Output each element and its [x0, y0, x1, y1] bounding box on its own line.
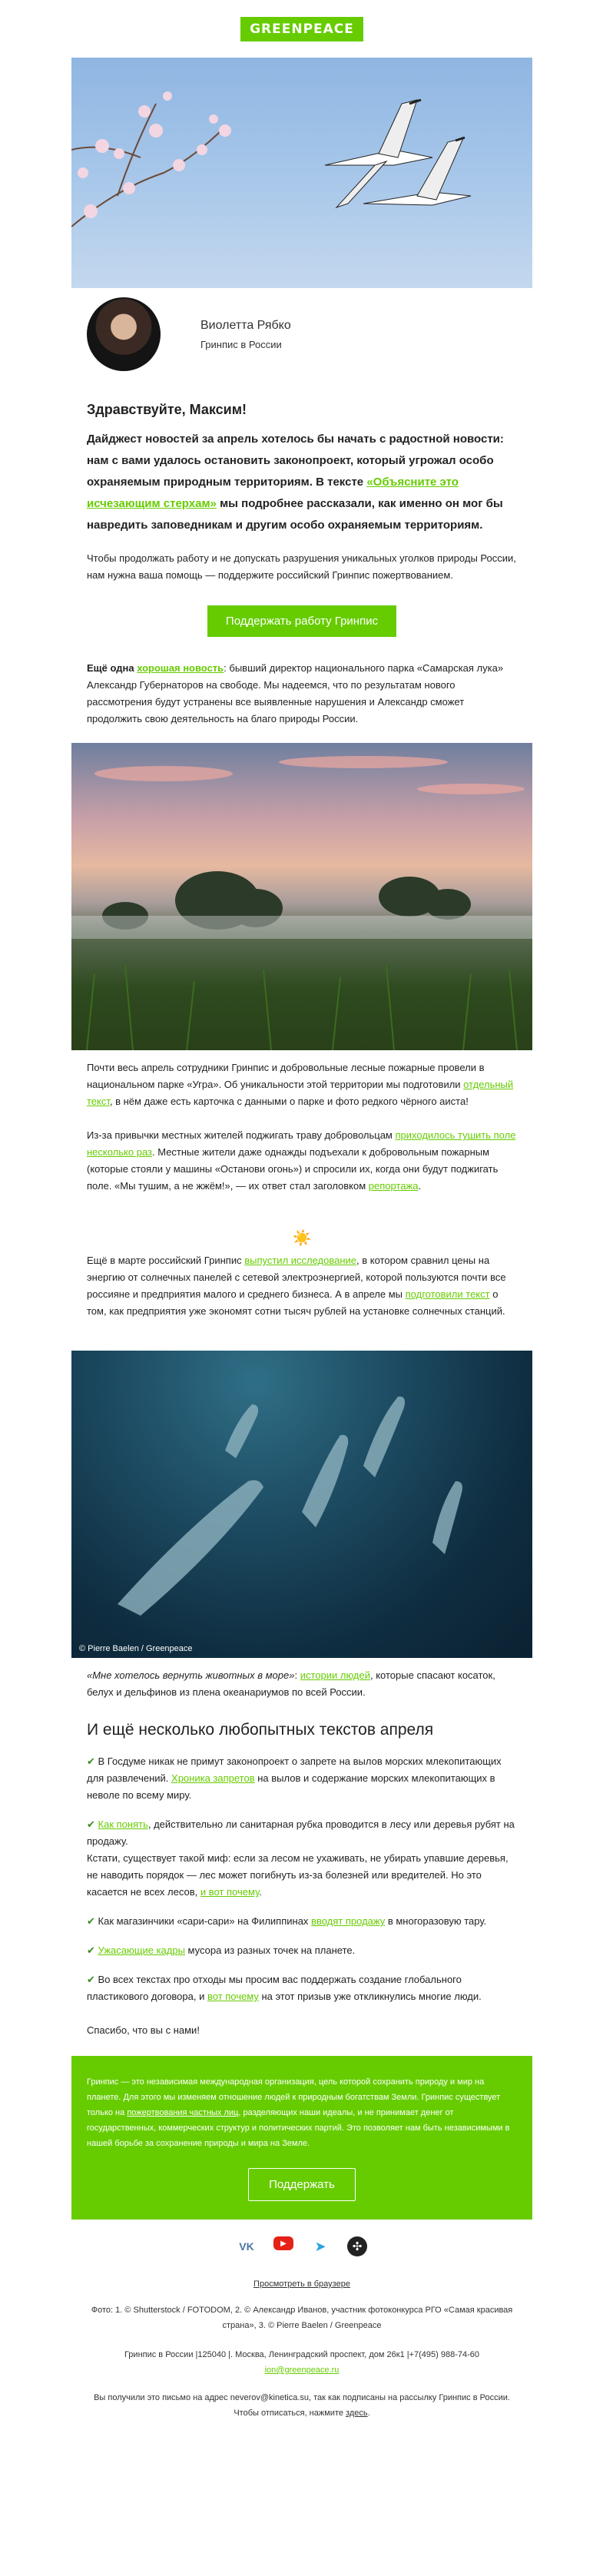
check-icon: ✔ [87, 1755, 95, 1767]
ugra2-text-1: Из-за привычки местных жителей поджигать траву добровольцам [87, 1129, 396, 1141]
lead-link-cranes[interactable]: «Объясните это исчезающим стерхам» [87, 476, 459, 510]
unsubscribe-link[interactable]: здесь [346, 2409, 368, 2418]
check-icon: ✔ [87, 1944, 95, 1956]
lead-paragraph [87, 429, 517, 536]
check-text: мусора из разных точек на планете. [184, 1944, 356, 1956]
check-text: на этот призыв уже откликнулись многие люди. [258, 1991, 482, 2002]
lead-text-1: Дайджест новостей за апрель хотелось бы начать с радостной новости: нам с вами удалось остановить законопроект, который угрожал особо охраняемым природным территориям. В тексте [87, 433, 504, 489]
mission-text-1: Гринпис — это независимая международная организация, цель которой сохранить природу и мир на планете. Для этого мы изменяем отношение людей к природным богатствам Земли. Гринпис существует только на [87, 2077, 501, 2117]
author-avatar [87, 297, 161, 371]
email-wrap [71, 2362, 532, 2378]
author-block [71, 288, 532, 380]
vk-icon[interactable]: VK [239, 2240, 254, 2253]
check-item [87, 1971, 517, 2005]
ugra-text-1: Почти весь апрель сотрудники Гринпис и добровольные лесные пожарные провели в национальном парке «Угра». Об уникальности этой территории мы подготовили [87, 1062, 485, 1090]
lead-text-2: мы подробнее рассказали, как именно он мог бы навредить заповедникам и другим особо охраняемым территориям. [87, 497, 503, 532]
meadow-illustration [71, 743, 532, 1050]
hero-image [71, 58, 532, 288]
solar-paragraph [87, 1252, 517, 1320]
check-item [87, 1942, 517, 1959]
thanks-text: Спасибо, что вы с нами! [87, 2024, 200, 2036]
unsub-text-2: Чтобы отписаться, нажмите [234, 2409, 346, 2418]
browser-view [71, 2276, 532, 2292]
dzen-icon[interactable]: ✣ [347, 2236, 367, 2256]
ugra-text-2: , в нём даже есть карточка с данными о парке и фото редкого чёрного аиста! [109, 1096, 469, 1107]
contact-email-link[interactable]: ion@greenpeace.ru [264, 2365, 340, 2375]
people-stories-link[interactable]: истории людей [300, 1669, 370, 1681]
news-bold: Ещё одна [87, 662, 137, 674]
report-link[interactable]: репортажа [368, 1180, 419, 1192]
extinguish-field-link[interactable]: приходилось тушить поле несколько раз [87, 1129, 516, 1158]
email-container [71, 0, 532, 2421]
and-here-why-link[interactable]: и вот почему [200, 1886, 260, 1898]
main-content [71, 402, 532, 728]
belugas-photo [71, 1351, 532, 1658]
check-icon: ✔ [87, 1818, 95, 1830]
social-links [71, 2236, 532, 2256]
mission-text [87, 2074, 517, 2151]
check-icon: ✔ [87, 1974, 95, 1985]
cranes-illustration [71, 58, 532, 288]
news-text: : бывший директор национального парка «Самарская лука» Александр Губернаторов на свободе. Мы надеемся, что по результатам нового рассмотрения будут устранены все выявленные нарушения и Александр сможет продолжить свою деятельность на благо природы России. [87, 662, 504, 724]
ugra-photo [71, 743, 532, 1050]
check-item [87, 1913, 517, 1930]
ugra-paragraph-1 [87, 1059, 517, 1110]
ban-chronicle-link[interactable]: Хроника запретов [171, 1772, 255, 1784]
check-text: Во всех текстах про отходы мы просим вас поддержать создание глобального пластикового договора, и [87, 1974, 462, 2002]
unsubscribe-block [71, 2390, 532, 2421]
check-text: Кстати, существует такой миф: если за лесом не ухаживать, не убирать упавшие деревья, не наводить порядок — лес может погибнуть из-за болезней или вредителей. Но это касается не всех лесов, [87, 1852, 509, 1898]
support-button[interactable]: Поддержать [248, 2168, 356, 2201]
donations-link[interactable]: пожертвования частных лиц [127, 2108, 239, 2117]
greeting: Здравствуйте, Максим! [87, 402, 247, 417]
introduce-sales-link[interactable]: вводят продажу [311, 1915, 386, 1927]
solar-text-1: Ещё в марте российский Гринпис [87, 1255, 245, 1266]
check-item [87, 1816, 517, 1901]
header [71, 0, 532, 58]
check-icon: ✔ [87, 1915, 95, 1927]
photo-sources: Фото: 1. © Shutterstock / FOTODOM, 2. © Александр Иванов, участник фотоконкурса РГО «Самая красивая страна», 3. © Pierre Baelen / Greenpeace [91, 2306, 513, 2330]
author-role: Гринпис в России [200, 338, 282, 350]
check-text: В Госдуме никак не примут законопроект о запрете на вылов морских млекопитающих для развлечений. [87, 1755, 502, 1784]
telegram-icon[interactable]: ➤ [314, 2238, 326, 2254]
sun-icon: ☀️ [292, 1230, 312, 1247]
author-name: Виолетта Рябко [200, 318, 291, 332]
check-text: , действительно ли санитарная рубка проводится в лесу или деревья рубят на продажу. [87, 1818, 515, 1847]
address: Гринпис в России |125040 |. Москва, Ленинградский проспект, дом 26к1 |+7(495) 988-74-60 [124, 2350, 480, 2359]
check-text: на вылов и содержание морских млекопитающих в неволе по всему миру. [87, 1772, 495, 1801]
check-item [87, 1753, 517, 1804]
ugra2-text-2: . Местные жители даже однажды подъехали к добровольным пожарным (которые стояли у машины «Останови огонь») и спросили их, когда они будут поджигать поле. «Мы тушим, а не жжём!», — их ответ стал заголовком [87, 1146, 499, 1192]
ugra-paragraph-2 [87, 1127, 517, 1195]
good-news-link[interactable]: хорошая новость [137, 662, 224, 674]
unsub-text-1: Вы получили это письмо на адрес neverov@kinetica.su, так как подписаны на рассылку Гринпис в России. [94, 2393, 510, 2402]
greenpeace-logo[interactable]: GREENPEACE [240, 17, 363, 41]
intro-paragraph: Чтобы продолжать работу и не допускать разрушения уникальных уголков природы России, нам нужна ваша помощь — поддержите российский Гринпис пожертвованием. [87, 552, 516, 581]
donate-button[interactable]: Поддержать работу Гринпис [207, 605, 396, 637]
unsub-text-3: . [367, 2409, 370, 2418]
check-text: в многоразовую тару. [385, 1915, 487, 1927]
horrifying-footage-link[interactable]: Ужасающие кадры [98, 1944, 185, 1956]
separate-text-link[interactable]: отдельный текст [87, 1079, 514, 1107]
whales-text-1: : [294, 1669, 300, 1681]
photo-credit: © Pierre Baelen / Greenpeace [79, 1644, 193, 1653]
youtube-icon[interactable]: ▶ [273, 2236, 293, 2250]
mission-box [71, 2056, 532, 2220]
check-text: . [259, 1886, 262, 1898]
research-link[interactable]: выпустил исследование [244, 1255, 357, 1266]
whales-quote: «Мне хотелось вернуть животных в море» [87, 1669, 295, 1681]
ugra-content [71, 1059, 532, 1320]
more-texts-title: И ещё несколько любопытных текстов апреля [87, 1721, 434, 1739]
solar-text-2: , в котором сравнил цены на энергию от солнечных панелей с сетевой электроэнергией, которой пользуются почти все россияне и предприятия малого и среднего бизнеса. А в апреле мы [87, 1255, 506, 1300]
here-is-why-link[interactable]: вот почему [207, 1991, 259, 2002]
news-paragraph [87, 660, 517, 728]
mission-text-2: , разделяющих наши идеалы, и не принимает денег от государственных, коммерческих структур и политических партий. Это позволяет нам быть независимыми в нашей борьбе за сохранение природы и мира на Земле. [87, 2108, 510, 2148]
whales-text-2: , которые спасают косаток, белух и дельфинов из плена океанариумов по всей России. [87, 1669, 495, 1698]
checks-list [87, 1753, 517, 2005]
how-to-understand-link[interactable]: Как понять [98, 1818, 148, 1830]
prepared-text-link[interactable]: подготовили текст [405, 1288, 490, 1300]
view-in-browser-link[interactable]: Просмотреть в браузере [253, 2279, 350, 2289]
whales-content [71, 1667, 532, 2039]
check-text: Как магазинчики «сари-сари» на Филиппинах [94, 1915, 312, 1927]
whales-paragraph [87, 1667, 517, 1701]
solar-text-3: о том, как предприятия уже экономят сотни тысяч рублей на установке солнечных станций. [87, 1288, 505, 1317]
ugra2-text-3: . [418, 1180, 422, 1192]
belugas-illustration [71, 1351, 532, 1658]
